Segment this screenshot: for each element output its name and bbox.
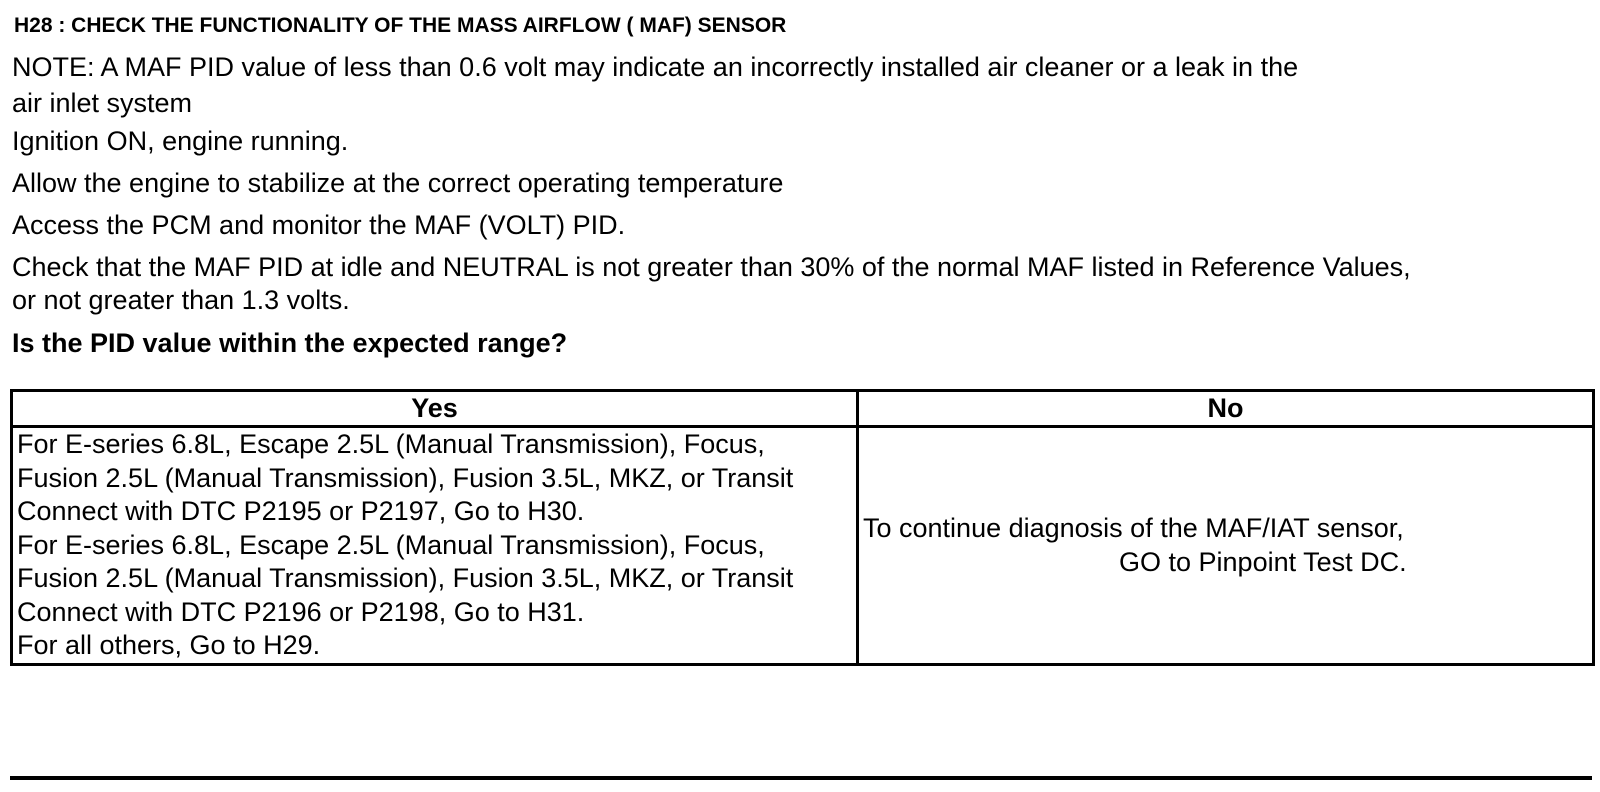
no-instruction-line-1: To continue diagnosis of the MAF/IAT sensor,	[863, 513, 1404, 544]
note-line-2: air inlet system	[12, 88, 193, 118]
no-header: No	[858, 391, 1594, 427]
instruction-stabilize: Allow the engine to stabilize at the correct operating temperature	[12, 168, 784, 198]
yes-instruction-h31: For E-series 6.8L, Escape 2.5L (Manual Transmission), Focus, Fusion 2.5L (Manual Transmission), Fusion 3.5L, MKZ, or Transit Connect with DTC P2196 or P2198, Go to H31.	[17, 529, 794, 627]
table-row	[12, 427, 1594, 665]
step-heading: H28 : CHECK THE FUNCTIONALITY OF THE MASS AIRFLOW ( MAF) SENSOR	[14, 14, 787, 37]
instruction-check-maf-line-2: or not greater than 1.3 volts.	[12, 285, 350, 315]
no-instruction-line-2: GO to Pinpoint Test DC.	[1119, 547, 1407, 578]
instruction-access-pcm: Access the PCM and monitor the MAF (VOLT) PID.	[12, 210, 626, 240]
instruction-ignition: Ignition ON, engine running.	[12, 126, 349, 156]
bottom-divider	[10, 776, 1592, 780]
note-line-1: NOTE: A MAF PID value of less than 0.6 volt may indicate an incorrectly installed air cleaner or a leak in the	[12, 52, 1299, 82]
yes-instruction-h30: For E-series 6.8L, Escape 2.5L (Manual Transmission), Focus, Fusion 2.5L (Manual Transmission), Fusion 3.5L, MKZ, or Transit Connect with DTC P2195 or P2197, Go to H30.	[17, 429, 794, 526]
yes-instruction-h29: For all others, Go to H29.	[17, 630, 321, 660]
yes-header: Yes	[12, 391, 858, 427]
yes-cell	[12, 427, 858, 665]
table-header-row	[12, 391, 1594, 427]
decision-table	[10, 389, 1595, 666]
no-cell	[858, 427, 1594, 665]
instruction-check-maf-line-1: Check that the MAF PID at idle and NEUTRAL is not greater than 30% of the normal MAF listed in Reference Values,	[12, 252, 1411, 282]
decision-question: Is the PID value within the expected range?	[12, 328, 568, 358]
